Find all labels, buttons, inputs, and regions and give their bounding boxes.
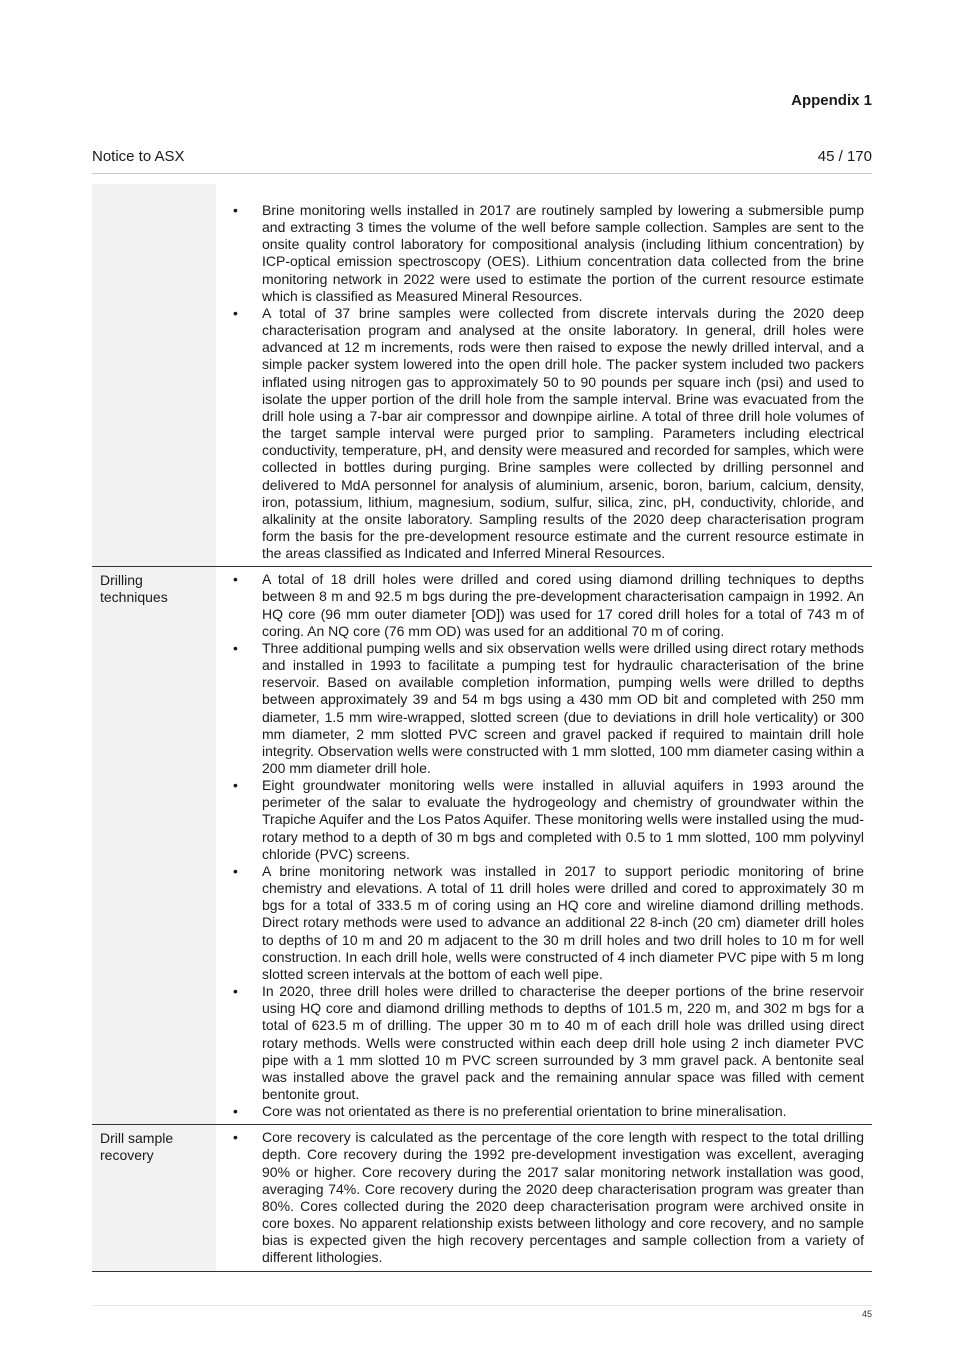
bullet-item: • Brine monitoring wells installed in 2017 are routinely sampled by lowering a submersible pump and extracting 3 times the volume of the well before sample collection. Samples are sent to the onsite quality control laboratory for compositional analysis (including lithium concentration) by ICP-optical emission spectroscopy (OES). Lithium concentration data collected from the brine monitoring network in 2022 were used to estimate the portion of the current resource estimate which is classified as Measured Mineral Resources. (216, 202, 864, 305)
jorc-table (92, 184, 872, 1272)
bullet-item: • A total of 37 brine samples were collected from discrete intervals during the 2020 deep characterisation program and analysed at the onsite laboratory. In general, drill holes were advanced at 12 m increments, rods were then raised to expose the newly drilled interval, and a simple packer system lowered into the open drill hole. The packer system included two packers inflated using nitrogen gas to approximately 50 to 90 pounds per square inch (psi) and used to isolate the upper portion of the drill hole from the sample interval. Brine was evacuated from the drill hole using a 7-bar air compressor and downpipe airline. A total of three drill hole volumes of the target sample interval were purged prior to sampling. Parameters including electrical conductivity, temperature, pH, and density were measured and recorded for samples, which were collected in bottles during purging. Brine samples were collected by drilling personnel and delivered to MdA personnel for analysis of aluminium, arsenic, boron, barium, calcium, density, iron, potassium, lithium, magnesium, sodium, sulfur, silica, zinc, pH, conductivity, chloride, and alkalinity at the onsite laboratory. Sampling results of the 2020 deep characterisation program form the basis for the pre-development resource estimate and the current resource estimate in the areas classified as Indicated and Inferred Mineral Resources. (216, 305, 864, 562)
bullet-item: • Three additional pumping wells and six observation wells were drilled using direct rotary methods and installed in 1993 to facilitate a pumping test for hydraulic characterisation of the brine reservoir. Based on available completion information, pumping wells were drilled to depths between approximately 39 and 54 m bgs using a 430 mm OD bit and completed with 250 mm diameter, 1.5 mm wire-wrapped, slotted screen (due to deviations in drill hole verticality) or 300 mm diameter, 2 mm slotted PVC screen and gravel packed if required to maintain drill hole integrity. Observation wells were constructed with 1 mm slotted, 100 mm diameter casing within a 200 mm diameter drill hole. (216, 640, 864, 777)
row-label: Drill sample recovery (92, 1125, 216, 1270)
bullet-item: • Core was not orientated as there is no preferential orientation to brine mineralisation. (216, 1103, 864, 1120)
document-title: Notice to ASX (92, 148, 185, 165)
bullet-item: • In 2020, three drill holes were drilled to characterise the deeper portions of the brine reservoir using HQ core and diamond drilling methods to depths of 101.5 m, 220 m, and 302 m bgs for a total of 623.5 m of drilling. The upper 30 m to 40 m of each drill hole was drilled using direct rotary methods. Wells were constructed within each deep drill hole using 2 inch diameter PVC pipe with a 1 mm slotted 10 m PVC screen surrounded by 3 mm gravel pack. A bentonite seal was installed above the gravel pack and the remaining annular space was filled with cement bentonite grout. (216, 983, 864, 1103)
header-divider (92, 173, 872, 174)
page-number: 45 (861, 1309, 872, 1319)
row-label (92, 184, 216, 566)
appendix-heading: Appendix 1 (791, 92, 872, 109)
table-row (92, 1125, 872, 1271)
bullet-list (216, 571, 864, 1120)
row-label: Drilling techniques (92, 567, 216, 1124)
row-content (216, 1125, 872, 1270)
row-content (216, 567, 872, 1124)
table-row (92, 567, 872, 1125)
bullet-item: • Core recovery is calculated as the percentage of the core length with respect to the total drilling depth. Core recovery during the 1992 pre-development investigation was excellent, averaging 90% or higher. Core recovery during the 2017 salar monitoring network installation was good, averaging 74%. Core recovery during the 2020 deep characterisation program was greater than 80%. Cores collected during the 2020 deep characterisation program were archived onsite in core boxes. No apparent relationship exists between lithology and core recovery, and no sample bias is expected given the high recovery percentages and sample collection from a variety of different lithologies. (216, 1129, 864, 1266)
bullet-list (216, 1129, 864, 1266)
table-row (92, 184, 872, 567)
bullet-list (216, 202, 864, 562)
bullet-item: • Eight groundwater monitoring wells were installed in alluvial aquifers in 1993 around the perimeter of the salar to evaluate the hydrogeology and chemistry of groundwater within the Trapiche Aquifer and the Los Patos Aquifer. These monitoring wells were installed using the mud-rotary method to a depth of 30 m bgs and completed with 0.5 to 1 mm slotted, 100 mm polyvinyl chloride (PVC) screens. (216, 777, 864, 863)
bullet-item: • A brine monitoring network was installed in 2017 to support periodic monitoring of brine chemistry and elevations. A total of 11 drill holes were drilled and cored to approximately 30 m bgs for a total of 333.5 m of coring using an HQ core and wireline diamond drilling methods. Direct rotary methods were used to advance an additional 22 8-inch (20 cm) diameter drill holes to depths of 10 m and 20 m adjacent to the 30 m drill holes and two drill holes to 10 m for well construction. In each drill hole, wells were constructed of 4 inch diameter PVC pipe with 5 m long slotted screen intervals at the bottom of each well pipe. (216, 863, 864, 983)
footer-divider (92, 1305, 872, 1306)
row-content (216, 184, 872, 566)
page-counter: 45 / 170 (817, 148, 872, 165)
page-header (92, 148, 872, 165)
bullet-item: • A total of 18 drill holes were drilled and cored using diamond drilling techniques to depths between 8 m and 92.5 m bgs during the pre-development characterisation campaign in 1992. An HQ core (96 mm outer diameter [OD]) was used for 17 cored drill holes for a total of 743 m of coring. An NQ core (76 mm OD) was used for an additional 70 m of coring. (216, 571, 864, 640)
